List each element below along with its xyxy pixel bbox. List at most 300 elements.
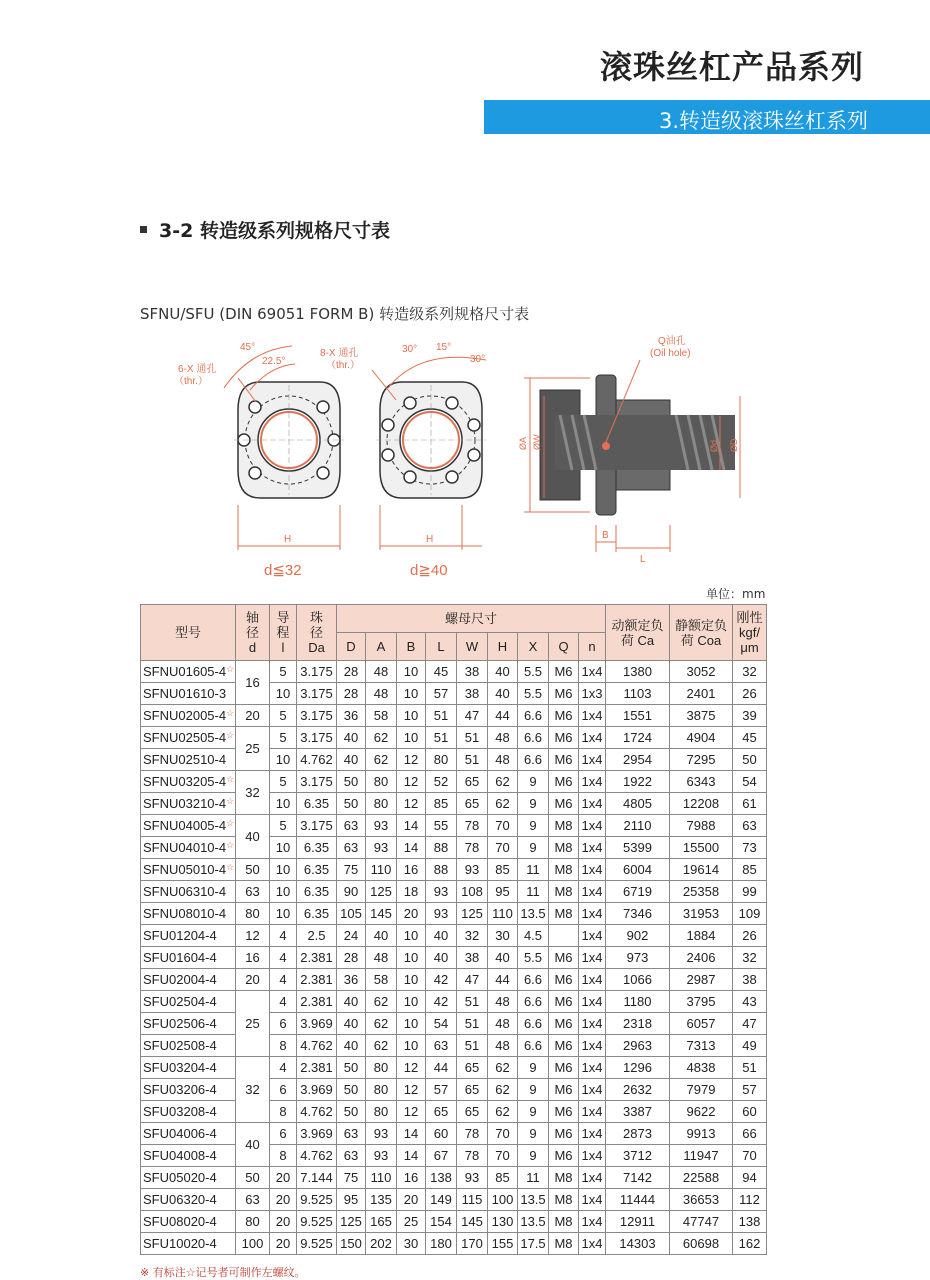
shaft-diameter-cell: 20	[236, 969, 270, 991]
left-angle2-label: 22.5°	[262, 356, 286, 367]
cell-n: 1x4	[579, 1079, 606, 1101]
left-thread-star-icon: ☆	[226, 774, 235, 784]
cell-n: 1x4	[579, 815, 606, 837]
section-title	[140, 216, 390, 243]
cell-coa: 4838	[670, 1057, 733, 1079]
cell-coa: 9622	[670, 1101, 733, 1123]
model-cell	[141, 947, 236, 969]
header-lead-3: l	[281, 640, 285, 655]
mid-angle1-label: 30°	[402, 344, 418, 355]
cell-da: 3.175	[297, 661, 337, 683]
table-row	[141, 1013, 767, 1035]
model-code: SFU01604-4	[143, 950, 217, 965]
cell-L: 54	[426, 1013, 457, 1035]
cell-X: 6.6	[518, 991, 549, 1013]
cell-A: 62	[366, 727, 397, 749]
cell-W: 51	[457, 727, 488, 749]
model-cell	[141, 1101, 236, 1123]
table-row	[141, 947, 767, 969]
cell-da: 2.381	[297, 991, 337, 1013]
cell-ca: 973	[606, 947, 670, 969]
shaft-diameter-cell: 50	[236, 859, 270, 881]
cell-da: 6.35	[297, 859, 337, 881]
dim-b-label: B	[602, 530, 609, 541]
cell-coa: 2401	[670, 683, 733, 705]
model-cell	[141, 771, 236, 793]
cell-n: 1x4	[579, 991, 606, 1013]
cell-l: 8	[270, 1035, 297, 1057]
model-code: SFNU01610-3	[143, 686, 227, 701]
cell-coa: 6057	[670, 1013, 733, 1035]
cell-n: 1x4	[579, 837, 606, 859]
left-thread-star-icon: ☆	[226, 796, 235, 806]
table-row	[141, 771, 767, 793]
shaft-diameter-cell: 63	[236, 881, 270, 903]
cell-Q: M6	[549, 947, 579, 969]
cell-D: 105	[337, 903, 366, 925]
cell-L: 149	[426, 1189, 457, 1211]
cell-Q: M6	[549, 661, 579, 683]
cell-X: 6.6	[518, 1035, 549, 1057]
cell-ca: 11444	[606, 1189, 670, 1211]
cell-coa: 7313	[670, 1035, 733, 1057]
cell-da: 3.175	[297, 705, 337, 727]
cell-ca: 14303	[606, 1233, 670, 1255]
model-code: SFU04006-4	[143, 1126, 217, 1141]
header-rig-1: 刚性	[736, 610, 763, 625]
cell-B: 10	[397, 947, 426, 969]
cell-k: 66	[733, 1123, 767, 1145]
cell-L: 180	[426, 1233, 457, 1255]
cell-A: 58	[366, 705, 397, 727]
left-thread-star-icon: ☆	[226, 840, 235, 850]
cell-H: 70	[488, 1123, 518, 1145]
mid-angle3-label: 30°	[470, 354, 486, 365]
cell-D: 28	[337, 683, 366, 705]
cell-ca: 6004	[606, 859, 670, 881]
cell-B: 12	[397, 1057, 426, 1079]
cell-da: 2.381	[297, 1057, 337, 1079]
cell-coa: 3795	[670, 991, 733, 1013]
cell-k: 45	[733, 727, 767, 749]
cell-L: 63	[426, 1035, 457, 1057]
header-lead	[270, 605, 297, 661]
left-h-label: H	[284, 534, 292, 545]
cell-A: 48	[366, 947, 397, 969]
table-row	[141, 1167, 767, 1189]
cell-H: 30	[488, 925, 518, 947]
cell-ca: 2873	[606, 1123, 670, 1145]
cell-l: 6	[270, 1079, 297, 1101]
cell-Q: M6	[549, 969, 579, 991]
cell-ca: 2318	[606, 1013, 670, 1035]
cell-D: 50	[337, 793, 366, 815]
model-cell	[141, 1189, 236, 1211]
cell-Q: M8	[549, 1211, 579, 1233]
model-code: SFU01204-4	[143, 928, 217, 943]
mid-holes-label: 8-X 通孔	[320, 348, 359, 359]
cell-ca: 7142	[606, 1167, 670, 1189]
shaft-diameter-cell: 50	[236, 1167, 270, 1189]
series-bar-label: 3.转造级滚珠丝杠系列	[658, 109, 868, 133]
cell-H: 44	[488, 969, 518, 991]
model-code: SFNU01605-4	[143, 664, 227, 679]
cell-coa: 4904	[670, 727, 733, 749]
cell-H: 70	[488, 1145, 518, 1167]
cell-H: 48	[488, 1013, 518, 1035]
cell-B: 10	[397, 683, 426, 705]
cell-A: 62	[366, 1035, 397, 1057]
header-col-q: Q	[549, 633, 579, 661]
model-cell	[141, 837, 236, 859]
cell-H: 85	[488, 859, 518, 881]
cell-D: 63	[337, 1145, 366, 1167]
cell-Q: M6	[549, 1145, 579, 1167]
cell-l: 4	[270, 1057, 297, 1079]
cell-n: 1x4	[579, 903, 606, 925]
cell-Q: M6	[549, 1079, 579, 1101]
model-cell	[141, 815, 236, 837]
cell-da: 2.381	[297, 969, 337, 991]
table-row	[141, 1211, 767, 1233]
cell-k: 138	[733, 1211, 767, 1233]
model-cell	[141, 661, 236, 683]
header-col-w: W	[457, 633, 488, 661]
cell-n: 1x4	[579, 1189, 606, 1211]
cell-Q: M8	[549, 1189, 579, 1211]
cell-Q: M8	[549, 881, 579, 903]
dim-l-label: L	[640, 554, 646, 565]
cell-B: 10	[397, 1013, 426, 1035]
left-thread-star-icon: ☆	[226, 664, 235, 674]
cell-k: 109	[733, 903, 767, 925]
footnote: ※ 有标注☆记号者可制作左螺纹。	[140, 1266, 306, 1279]
cell-X: 9	[518, 1057, 549, 1079]
shaft-diameter-cell: 40	[236, 815, 270, 859]
cell-da: 3.175	[297, 771, 337, 793]
shaft-diameter-cell: 16	[236, 661, 270, 705]
cell-n: 1x4	[579, 793, 606, 815]
table-subtitle: SFNU/SFU (DIN 69051 FORM B) 转造级系列规格尺寸表	[140, 305, 530, 323]
cell-L: 65	[426, 1101, 457, 1123]
cell-L: 88	[426, 859, 457, 881]
cell-da: 3.175	[297, 815, 337, 837]
header-lead-1: 导	[276, 610, 290, 625]
cell-Q: M8	[549, 837, 579, 859]
cell-coa: 6343	[670, 771, 733, 793]
shaft-diameter-cell: 25	[236, 727, 270, 771]
table-row	[141, 837, 767, 859]
cell-A: 93	[366, 815, 397, 837]
cell-k: 73	[733, 837, 767, 859]
cell-ca: 1551	[606, 705, 670, 727]
cell-L: 88	[426, 837, 457, 859]
header-sta-2: 荷 Coa	[680, 632, 722, 648]
cell-X: 9	[518, 1079, 549, 1101]
cell-A: 62	[366, 749, 397, 771]
table-row	[141, 1233, 767, 1255]
cell-l: 20	[270, 1211, 297, 1233]
model-code: SFNU03210-4	[143, 796, 227, 811]
model-cell	[141, 925, 236, 947]
cell-D: 50	[337, 1079, 366, 1101]
cell-l: 5	[270, 727, 297, 749]
cell-W: 51	[457, 749, 488, 771]
spec-table	[140, 604, 767, 1255]
cell-W: 170	[457, 1233, 488, 1255]
left-thread-star-icon: ☆	[226, 730, 235, 740]
cell-ca: 2963	[606, 1035, 670, 1057]
model-code: SFU05020-4	[143, 1170, 217, 1185]
header-col-x: X	[518, 633, 549, 661]
header-ball-1: 珠	[309, 610, 323, 625]
cell-ca: 5399	[606, 837, 670, 859]
cell-da: 6.35	[297, 793, 337, 815]
nut-drawings	[140, 330, 780, 580]
cell-ca: 1296	[606, 1057, 670, 1079]
cell-B: 10	[397, 705, 426, 727]
cell-D: 150	[337, 1233, 366, 1255]
cell-k: 50	[733, 749, 767, 771]
cell-Q: M6	[549, 1057, 579, 1079]
model-code: SFU10020-4	[143, 1236, 217, 1251]
cell-H: 48	[488, 749, 518, 771]
cell-X: 13.5	[518, 903, 549, 925]
cell-H: 70	[488, 815, 518, 837]
cell-A: 58	[366, 969, 397, 991]
cell-coa: 22588	[670, 1167, 733, 1189]
cell-k: 32	[733, 947, 767, 969]
cell-k: 162	[733, 1233, 767, 1255]
table-row	[141, 683, 767, 705]
cell-A: 80	[366, 793, 397, 815]
cell-n: 1x4	[579, 1057, 606, 1079]
cell-n: 1x4	[579, 661, 606, 683]
table-row	[141, 1101, 767, 1123]
cell-k: 70	[733, 1145, 767, 1167]
model-cell	[141, 1057, 236, 1079]
cell-Q: M8	[549, 815, 579, 837]
section-title-text: 3-2 转造级系列规格尺寸表	[159, 220, 390, 242]
cell-D: 36	[337, 705, 366, 727]
dim-d-large-label: ØD	[729, 438, 739, 452]
table-row	[141, 925, 767, 947]
cell-X: 4.5	[518, 925, 549, 947]
cell-ca: 1180	[606, 991, 670, 1013]
cell-W: 65	[457, 1101, 488, 1123]
cell-coa: 7979	[670, 1079, 733, 1101]
model-cell	[141, 1145, 236, 1167]
cell-W: 78	[457, 1123, 488, 1145]
cell-l: 5	[270, 661, 297, 683]
cell-L: 51	[426, 705, 457, 727]
cell-A: 80	[366, 771, 397, 793]
header-shaft	[236, 605, 270, 661]
header-rig-3: μm	[740, 640, 759, 655]
header-col-l: L	[426, 633, 457, 661]
cell-Q	[549, 925, 579, 947]
shaft-diameter-cell: 12	[236, 925, 270, 947]
model-cell	[141, 683, 236, 705]
cell-ca: 2954	[606, 749, 670, 771]
cell-l: 20	[270, 1189, 297, 1211]
oil-hole-label: Q油孔	[658, 336, 686, 347]
cell-D: 90	[337, 881, 366, 903]
model-code: SFNU02505-4	[143, 730, 227, 745]
cell-B: 10	[397, 727, 426, 749]
cell-H: 40	[488, 947, 518, 969]
cell-ca: 1066	[606, 969, 670, 991]
cell-coa: 9913	[670, 1123, 733, 1145]
cell-coa: 7295	[670, 749, 733, 771]
cell-W: 78	[457, 1145, 488, 1167]
cell-n: 1x4	[579, 1233, 606, 1255]
cell-D: 63	[337, 1123, 366, 1145]
cell-B: 30	[397, 1233, 426, 1255]
table-row	[141, 1079, 767, 1101]
left-thread-star-icon: ☆	[226, 708, 235, 718]
cell-H: 48	[488, 991, 518, 1013]
cell-H: 62	[488, 793, 518, 815]
model-code: SFU06320-4	[143, 1192, 217, 1207]
table-row	[141, 859, 767, 881]
cell-l: 8	[270, 1145, 297, 1167]
cell-Q: M6	[549, 749, 579, 771]
cell-k: 57	[733, 1079, 767, 1101]
model-cell	[141, 749, 236, 771]
cell-n: 1x4	[579, 749, 606, 771]
cell-Q: M6	[549, 793, 579, 815]
table-row	[141, 1189, 767, 1211]
cell-Q: M6	[549, 1013, 579, 1035]
cell-L: 85	[426, 793, 457, 815]
cell-da: 4.762	[297, 1145, 337, 1167]
cell-k: 43	[733, 991, 767, 1013]
cell-W: 38	[457, 661, 488, 683]
cell-W: 78	[457, 837, 488, 859]
cell-H: 70	[488, 837, 518, 859]
cell-k: 51	[733, 1057, 767, 1079]
cell-ca: 3712	[606, 1145, 670, 1167]
cell-da: 6.35	[297, 837, 337, 859]
mid-thr-label: （thr.）	[326, 360, 360, 371]
cell-L: 67	[426, 1145, 457, 1167]
cell-B: 12	[397, 1101, 426, 1123]
cell-A: 165	[366, 1211, 397, 1233]
model-cell	[141, 859, 236, 881]
cell-D: 28	[337, 947, 366, 969]
cell-k: 26	[733, 683, 767, 705]
cell-B: 10	[397, 1035, 426, 1057]
left-thread-star-icon: ☆	[226, 862, 235, 872]
cell-ca: 12911	[606, 1211, 670, 1233]
cell-n: 1x4	[579, 705, 606, 727]
cell-l: 10	[270, 881, 297, 903]
model-code: SFNU05010-4	[143, 862, 227, 877]
cell-l: 20	[270, 1167, 297, 1189]
flange-drawing-large	[376, 382, 486, 498]
header-shaft-1: 轴	[245, 610, 259, 625]
cell-coa: 36653	[670, 1189, 733, 1211]
table-row	[141, 1145, 767, 1167]
table-row	[141, 749, 767, 771]
cell-D: 40	[337, 727, 366, 749]
cell-da: 3.969	[297, 1079, 337, 1101]
header-shaft-2: 径	[245, 625, 259, 640]
cell-n: 1x4	[579, 727, 606, 749]
cell-A: 48	[366, 661, 397, 683]
model-code: SFU04008-4	[143, 1148, 217, 1163]
dim-a-label: ØA	[518, 436, 528, 450]
cell-coa: 2987	[670, 969, 733, 991]
model-code: SFU03206-4	[143, 1082, 217, 1097]
cell-X: 5.5	[518, 661, 549, 683]
cell-da: 4.762	[297, 1101, 337, 1123]
cell-X: 6.6	[518, 749, 549, 771]
header-shaft-3: d	[248, 640, 257, 655]
cell-n: 1x4	[579, 881, 606, 903]
header-col-n: n	[579, 633, 606, 661]
cell-W: 38	[457, 947, 488, 969]
cell-X: 6.6	[518, 727, 549, 749]
cell-A: 80	[366, 1057, 397, 1079]
cell-W: 115	[457, 1189, 488, 1211]
cell-W: 125	[457, 903, 488, 925]
cell-H: 48	[488, 1035, 518, 1057]
cell-Q: M6	[549, 1101, 579, 1123]
model-code: SFNU02005-4	[143, 708, 227, 723]
cell-W: 65	[457, 1079, 488, 1101]
model-code: SFNU08010-4	[143, 906, 227, 921]
cell-coa: 7988	[670, 815, 733, 837]
cell-A: 135	[366, 1189, 397, 1211]
header-col-d: D	[337, 633, 366, 661]
cell-k: 85	[733, 859, 767, 881]
cell-L: 80	[426, 749, 457, 771]
header-ball-2: 径	[309, 625, 323, 640]
cell-D: 28	[337, 661, 366, 683]
cell-D: 40	[337, 1013, 366, 1035]
mid-caption: d≧40	[410, 562, 448, 579]
cell-W: 145	[457, 1211, 488, 1233]
cell-H: 95	[488, 881, 518, 903]
flange-drawing-small	[228, 378, 345, 502]
cell-k: 39	[733, 705, 767, 727]
cell-l: 10	[270, 859, 297, 881]
cell-Q: M6	[549, 991, 579, 1013]
cell-W: 51	[457, 1013, 488, 1035]
cell-A: 93	[366, 1145, 397, 1167]
cell-l: 4	[270, 925, 297, 947]
page-title: 滚珠丝杠产品系列	[600, 48, 865, 86]
cell-k: 32	[733, 661, 767, 683]
cell-da: 3.175	[297, 727, 337, 749]
cell-W: 47	[457, 705, 488, 727]
cell-H: 62	[488, 771, 518, 793]
cell-B: 18	[397, 881, 426, 903]
cell-ca: 1380	[606, 661, 670, 683]
cell-L: 40	[426, 947, 457, 969]
cell-ca: 4805	[606, 793, 670, 815]
cell-L: 55	[426, 815, 457, 837]
cell-da: 4.762	[297, 1035, 337, 1057]
shaft-diameter-cell: 80	[236, 1211, 270, 1233]
cell-X: 6.6	[518, 1013, 549, 1035]
model-code: SFNU04005-4	[143, 818, 227, 833]
cell-X: 5.5	[518, 683, 549, 705]
cell-Q: M6	[549, 705, 579, 727]
cell-B: 12	[397, 749, 426, 771]
